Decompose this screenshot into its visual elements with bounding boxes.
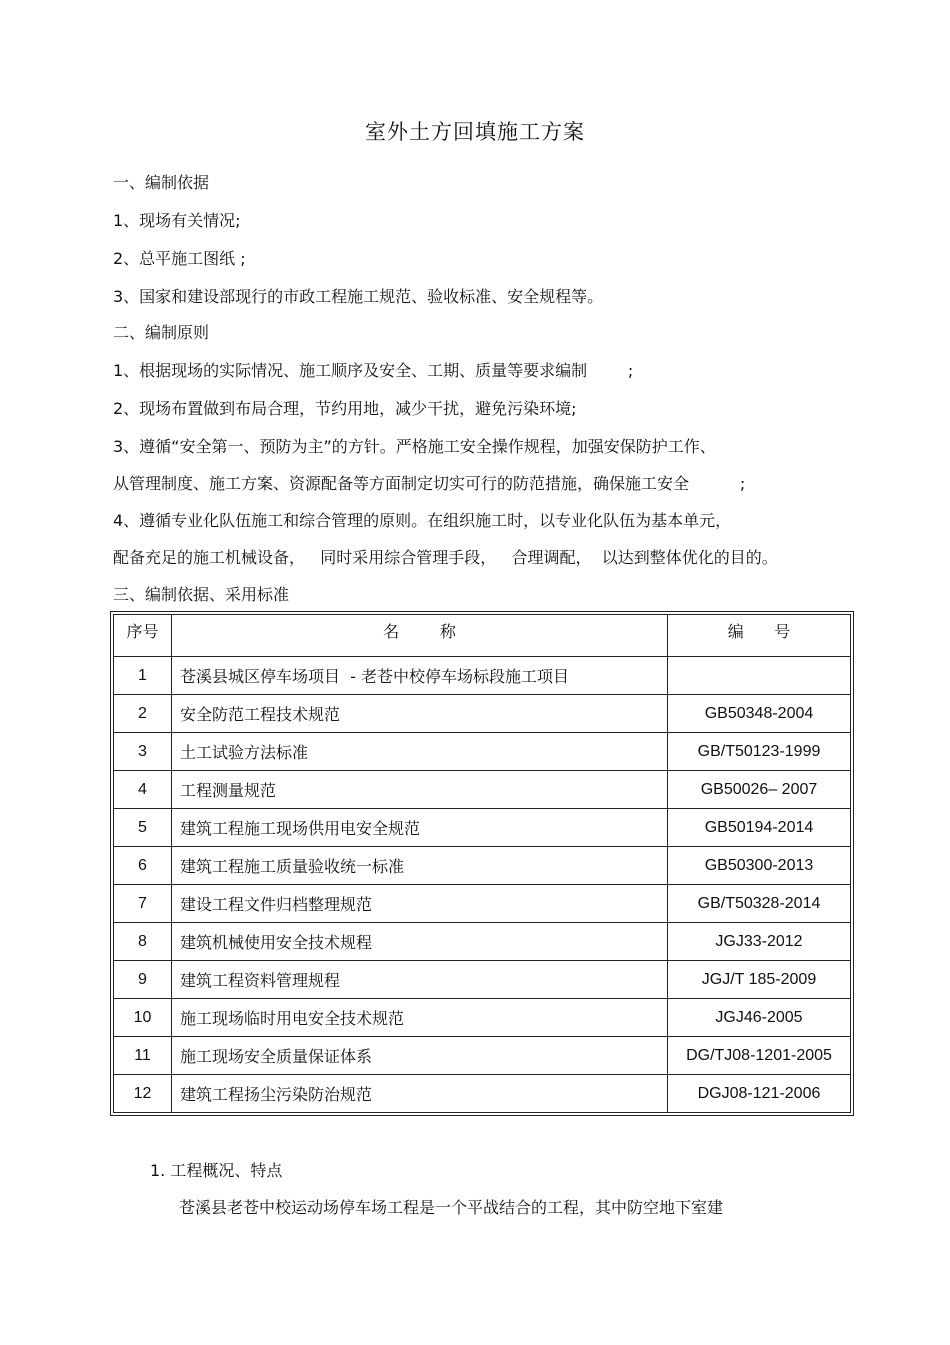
table-row [114,771,850,809]
row-no: 11 [114,1037,172,1075]
row-no: 3 [114,733,172,771]
row-name: 施工现场安全质量保证体系 [172,1037,668,1075]
row-no: 5 [114,809,172,847]
heading-basis: 一、编制依据 [113,173,210,192]
row-no: 12 [114,1075,172,1112]
header-name: 名 称 [172,615,668,657]
header-code: 编 号 [668,615,850,657]
row-code: JGJ46-2005 [668,999,850,1037]
principle-item-3: 3、遵循“安全第一、预防为主”的方针。严格施工安全操作规程，加强安保防护工作、 [113,437,716,456]
row-no: 10 [114,999,172,1037]
principle-item-3-cont: 从管理制度、施工方案、资源配备等方面制定切实可行的防范措施，确保施工安全 ; [113,474,746,493]
table-row [114,885,850,923]
table-row [114,961,850,999]
row-name: 建筑工程扬尘污染防治规范 [172,1075,668,1112]
row-name: 建筑工程资料管理规程 [172,961,668,999]
table-row [114,923,850,961]
row-no: 7 [114,885,172,923]
row-code: GB50194-2014 [668,809,850,847]
basis-item-2: 2、总平施工图纸 ; [113,249,246,268]
basis-item-3: 3、国家和建设部现行的市政工程施工规范、验收标准、安全规程等。 [113,287,604,306]
table-row [114,733,850,771]
table-row [114,847,850,885]
heading-principles: 二、编制原则 [113,323,210,342]
principle-item-4-cont: 配备充足的施工机械设备， 同时采用综合管理手段， 合理调配， 以达到整体优化的目的。 [113,548,778,567]
principle-item-2: 2、现场布置做到布局合理，节约用地，减少干扰，避免污染环境; [113,399,577,418]
table-row [114,695,850,733]
row-code: DG/TJ08-1201-2005 [668,1037,850,1075]
row-no: 2 [114,695,172,733]
table-row [114,1075,850,1112]
row-no: 4 [114,771,172,809]
row-code: GB50026– 2007 [668,771,850,809]
document-title: 室外土方回填施工方案 [365,120,585,144]
row-name: 建设工程文件归档整理规范 [172,885,668,923]
row-no: 6 [114,847,172,885]
row-code: GB50348-2004 [668,695,850,733]
row-code: GB/T50123-1999 [668,733,850,771]
row-code [668,657,850,695]
standards-table [113,614,851,1113]
table-row [114,657,850,695]
row-code: DGJ08-121-2006 [697,1084,821,1102]
row-code: GB/T50328-2014 [668,885,850,923]
row-code: JGJ33-2012 [668,923,850,961]
row-name: 建筑工程施工质量验收统一标准 [172,847,668,885]
table-row [114,809,850,847]
row-name: 土工试验方法标准 [172,733,668,771]
section-paragraph: 苍溪县老苍中校运动场停车场工程是一个平战结合的工程，其中防空地下室建 [179,1198,724,1217]
heading-standards: 三、编制依据、采用标准 [113,585,290,604]
row-name: 施工现场临时用电安全技术规范 [172,999,668,1037]
row-name: 安全防范工程技术规范 [172,695,668,733]
row-name: 苍溪县城区停车场项目 - 老苍中校停车场标段施工项目 [172,657,668,695]
row-no: 9 [114,961,172,999]
table-row [114,1037,850,1075]
principle-item-1: 1、根据现场的实际情况、施工顺序及安全、工期、质量等要求编制 ; [113,361,634,380]
row-name: 建筑工程施工现场供用电安全规范 [172,809,668,847]
principle-item-4: 4、遵循专业化队伍施工和综合管理的原则。在组织施工时，以专业化队伍为基本单元， [113,511,732,530]
section-heading: 1. 工程概况、特点 [150,1161,283,1180]
row-no: 1 [114,657,172,695]
row-code: GB50300-2013 [668,847,850,885]
basis-item-1: 1、现场有关情况; [113,211,241,230]
row-no: 8 [114,923,172,961]
row-name: 建筑机械使用安全技术规程 [172,923,668,961]
header-no: 序号 [114,615,172,657]
table-row [114,999,850,1037]
table-header-row [114,615,850,657]
row-code: JGJ/T 185-2009 [668,961,850,999]
row-name: 工程测量规范 [172,771,668,809]
